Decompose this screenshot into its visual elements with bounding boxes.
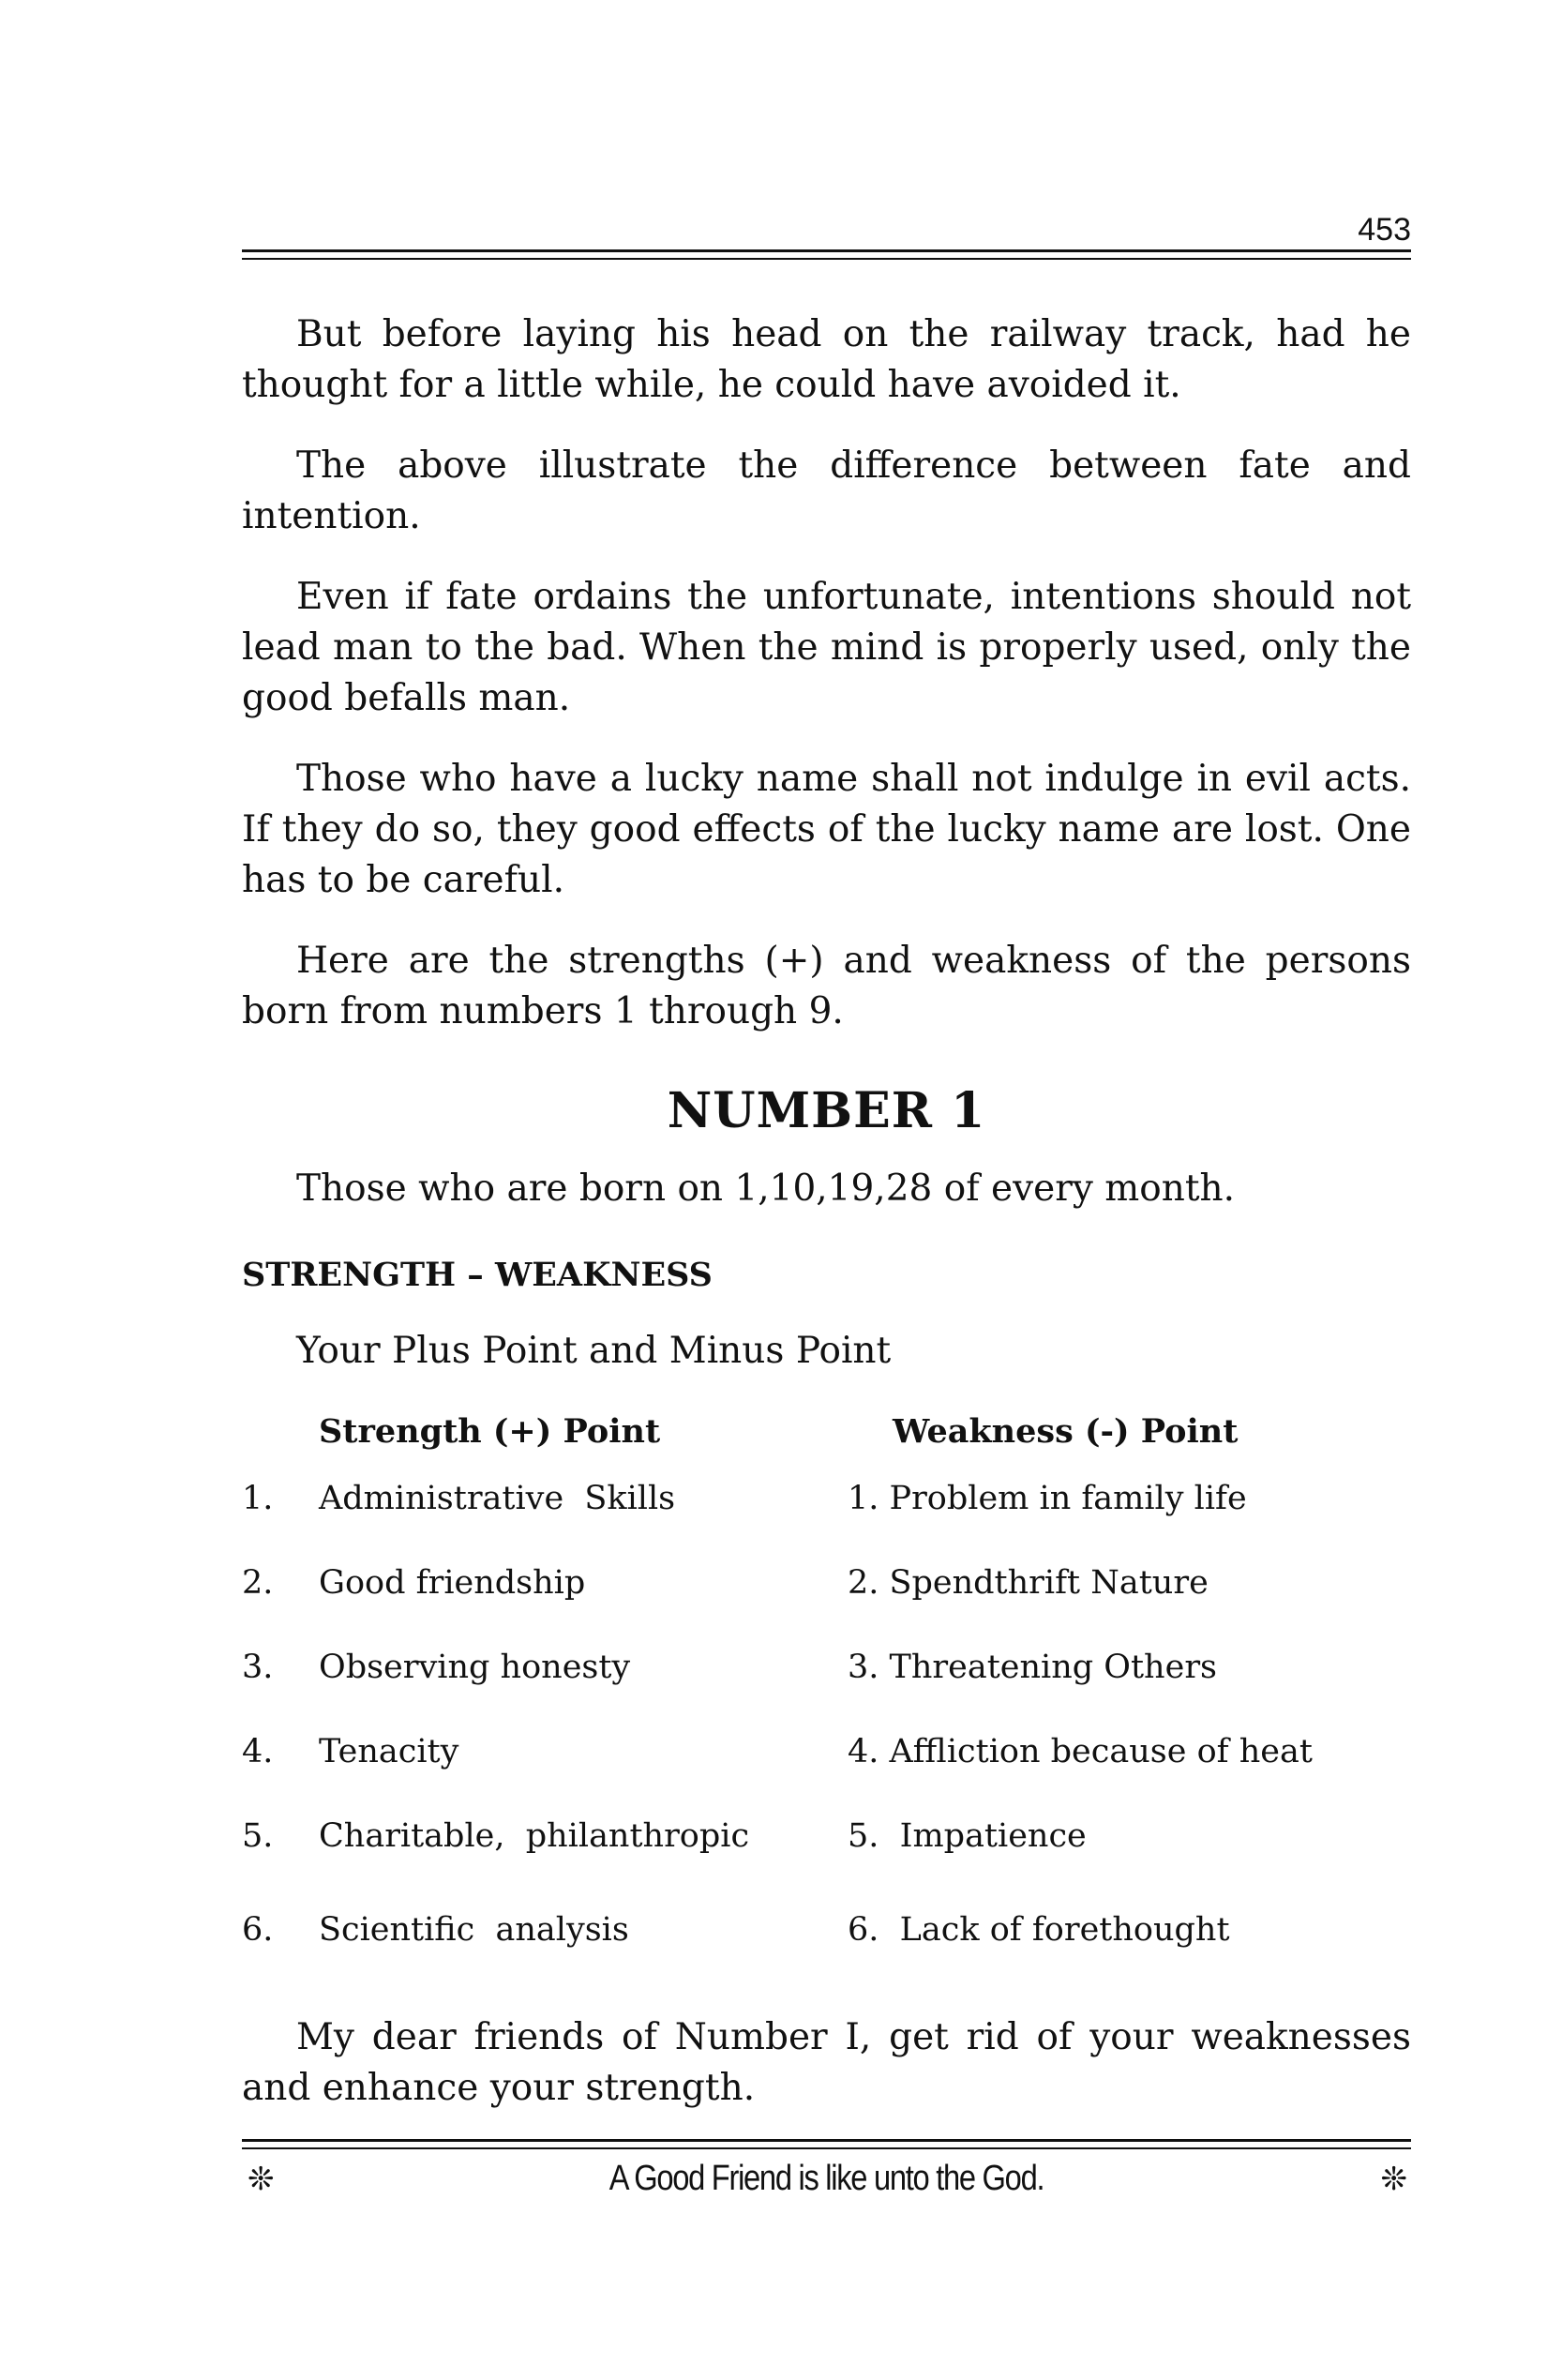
list-item	[242, 1806, 1411, 1890]
weakness-item: 2. Spendthrift Nature	[848, 1564, 1209, 1602]
list-item	[242, 1553, 1411, 1637]
strength-item: Charitable, philanthropic	[319, 1817, 750, 1855]
strength-item: Scientific analysis	[319, 1911, 629, 1949]
weakness-item: 1. Problem in family life	[848, 1480, 1247, 1517]
page-body	[242, 309, 1411, 2144]
footer-rule	[242, 2139, 1411, 2149]
page-footer	[242, 2155, 1411, 2207]
paragraph-strengths-intro: Here are the strengths (+) and weakness of the persons born from numbers 1 through 9.	[242, 940, 1411, 1032]
weakness-item: 3. Threatening Others	[848, 1649, 1218, 1686]
paragraph-fate-intention: The above illustrate the difference between fate and intention.	[242, 444, 1411, 537]
item-number: 6.	[242, 1911, 274, 1949]
item-number: 1.	[242, 1480, 274, 1517]
flower-ornament-icon: ❊	[1380, 2161, 1407, 2198]
footer-quote: A Good Friend is like unto the God.	[608, 2159, 1044, 2198]
plus-minus-intro: Your Plus Point and Minus Point	[296, 1330, 892, 1372]
born-on-text: Those who are born on 1,10,19,28 of every month.	[296, 1167, 1236, 1210]
item-number: 4.	[242, 1733, 274, 1770]
paragraph-fate-ordains: Even if fate ordains the unfortunate, intentions should not lead man to the bad. When the mind is properly used, only the good befalls man.	[242, 576, 1411, 719]
strength-column-header: Strength (+) Point	[319, 1412, 661, 1451]
weakness-item: 5. Impatience	[848, 1817, 1087, 1855]
list-item	[242, 1469, 1411, 1553]
weakness-item: 6. Lack of forethought	[848, 1911, 1230, 1949]
header-rule	[242, 249, 1411, 260]
strength-item: Tenacity	[319, 1733, 459, 1770]
list-item	[242, 1890, 1411, 1984]
weakness-column-header: Weakness (-) Point	[893, 1412, 1239, 1451]
list-item	[242, 1722, 1411, 1806]
strength-item: Good friendship	[319, 1564, 586, 1602]
strength-weakness-subheading: STRENGTH – WEAKNESS	[242, 1256, 713, 1294]
strength-item: Observing honesty	[319, 1649, 631, 1686]
list-item	[242, 1637, 1411, 1722]
closing-paragraph: My dear friends of Number I, get rid of your weaknesses and enhance your strength.	[242, 2016, 1411, 2109]
strength-item: Administrative Skills	[319, 1480, 676, 1517]
item-number: 3.	[242, 1649, 274, 1686]
page-number: 453	[1358, 212, 1411, 248]
section-heading: NUMBER 1	[667, 1082, 986, 1139]
paragraph-railway: But before laying his head on the railway track, had he thought for a little while, he could have avoided it.	[242, 313, 1411, 406]
list-header	[242, 1403, 1411, 1469]
flower-ornament-icon: ❊	[248, 2161, 275, 2198]
paragraph-lucky-name: Those who have a lucky name shall not indulge in evil acts. If they do so, they good effects of the lucky name are lost. One has to be careful.	[242, 758, 1411, 901]
weakness-item: 4. Affliction because of heat	[848, 1733, 1313, 1770]
item-number: 5.	[242, 1817, 274, 1855]
item-number: 2.	[242, 1564, 274, 1602]
